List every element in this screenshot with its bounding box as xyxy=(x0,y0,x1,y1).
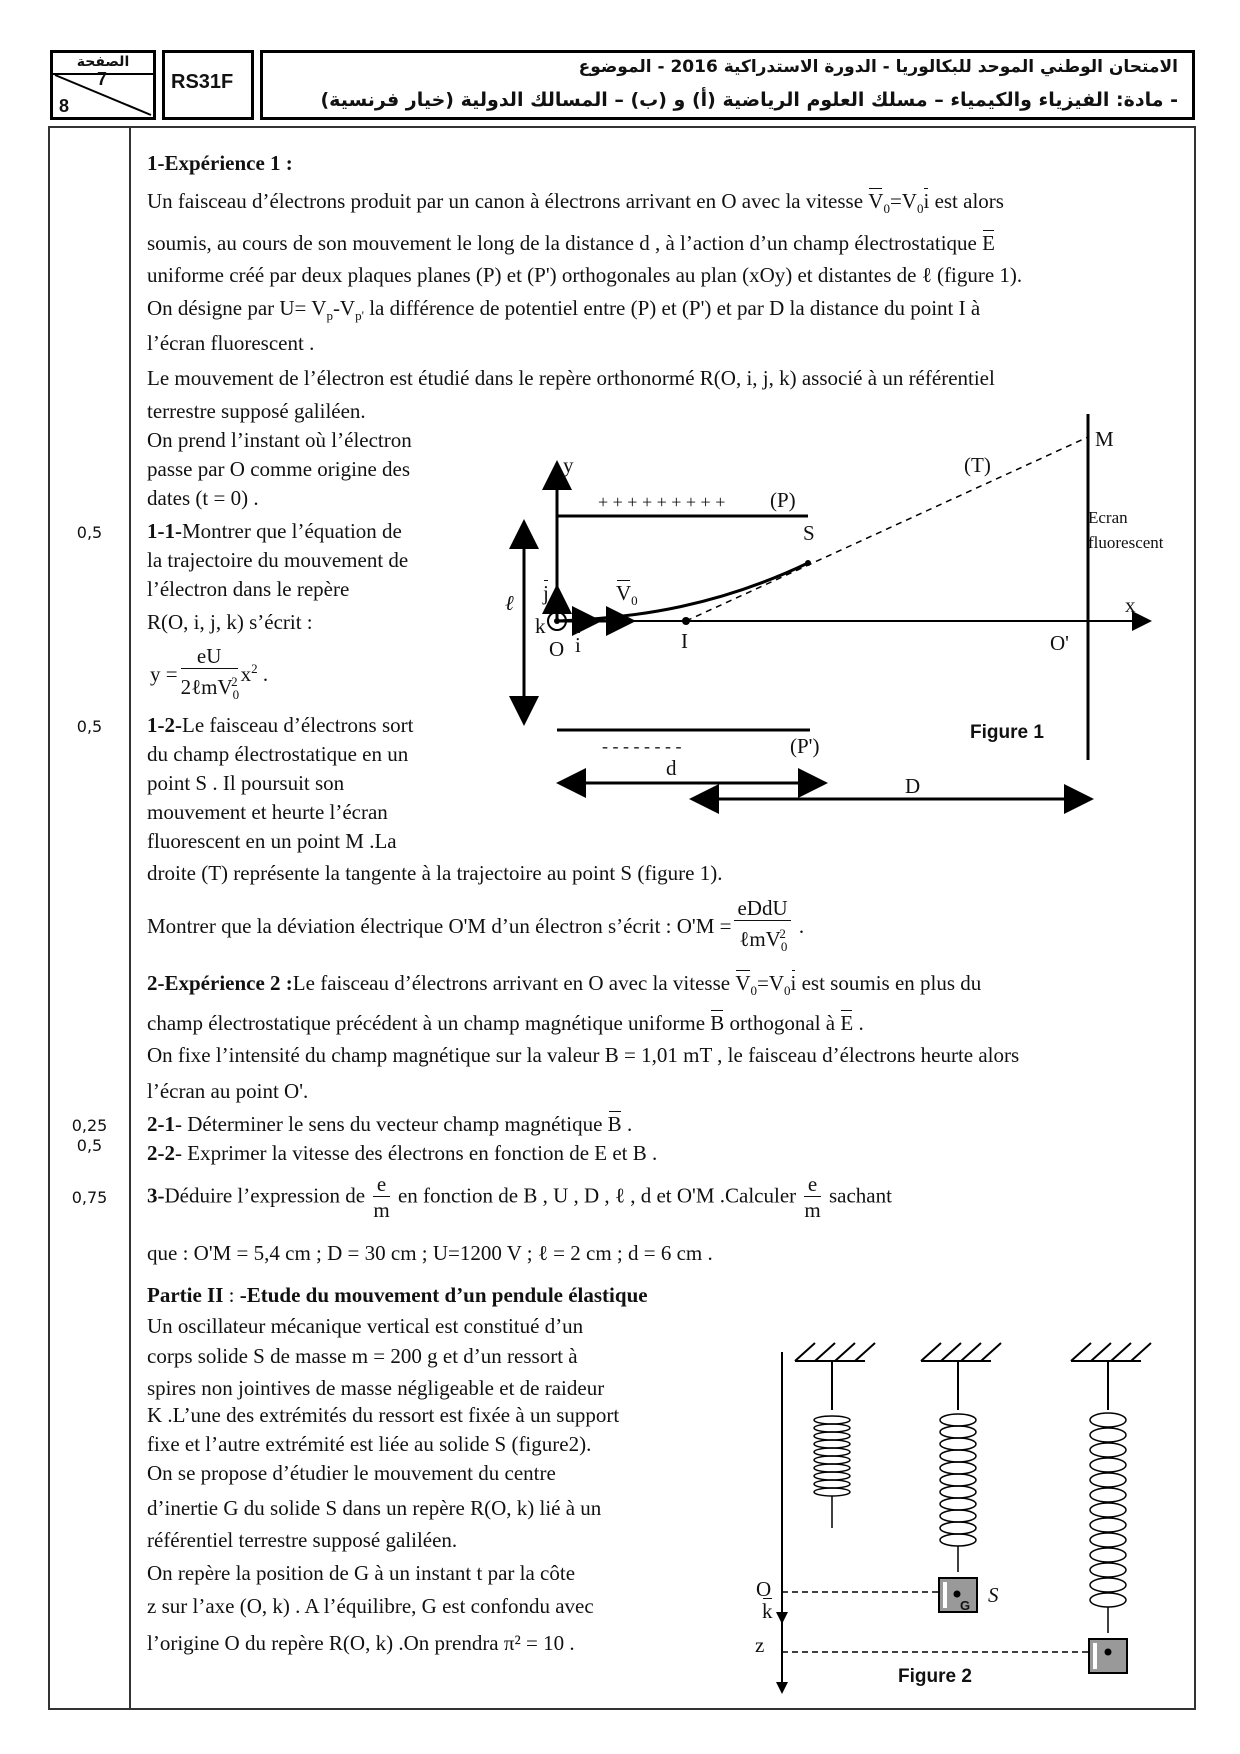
fig1-screen-label-1: Ecran xyxy=(1088,508,1128,527)
fig1-point-m: M xyxy=(1095,427,1114,451)
page-label: الصفحة xyxy=(53,53,153,75)
fig1-axis-y: y xyxy=(563,453,574,477)
points-q2-1: 0,25 xyxy=(71,1116,108,1135)
paragraph-line: champ électrostatique précédent à un champ magnétique uniforme B orthogonal à E . xyxy=(147,1011,864,1035)
question-line: du champ électrostatique en un xyxy=(147,742,409,766)
exp1-title: 1-Expérience 1 : xyxy=(147,151,293,175)
left-col-line: dates (t = 0) . xyxy=(147,486,259,510)
fig1-axis-x: x xyxy=(1125,593,1136,617)
part2-line: K .L’une des extrémités du ressort est fixée à un support xyxy=(147,1403,620,1427)
exam-code: RS31F xyxy=(171,71,234,93)
part2-line: référentiel terrestre supposé galiléen. xyxy=(147,1528,458,1552)
fig1-vec-k: k xyxy=(535,614,546,638)
question-3: 3-Déduire l’expression de $\frac{e}{m}$ en fonction de B , U , D , ℓ , d et O'M .Calculer $\frac{e}{m}$ sachant xyxy=(147,1172,892,1222)
fig1-screen-label-2: fluorescent xyxy=(1088,533,1164,552)
paragraph-line: uniforme créé par deux plaques planes (P) et (P') orthogonales au plan (xOy) et distantes de ℓ (figure 1). xyxy=(147,263,1023,287)
fig2-axis-z: z xyxy=(755,1633,765,1657)
part2-line: fixe et l’autre extrémité est liée au solide S (figure2). xyxy=(147,1432,592,1456)
exp2-line: 2-Expérience 2 :Le faisceau d’électrons arrivant en O avec la vitesse $V_0=V_0i$ est soumis en plus du xyxy=(147,971,982,999)
part2-title: Partie II : -Etude du mouvement d’un pendule élastique xyxy=(147,1283,648,1307)
question-line: R(O, i, j, k) s’écrit : xyxy=(147,610,313,634)
question-2-1: 2-1- Déterminer le sens du vecteur champ magnétique B . xyxy=(147,1112,633,1136)
part2-line: d’inertie G du solide S dans un repère R(O, k) lié à un xyxy=(147,1496,602,1520)
points-q1-2: 0,5 xyxy=(76,717,103,736)
part2-line: z sur l’axe (O, k) . A l’équilibre, G est confondu avec xyxy=(147,1594,594,1618)
fig2-solid-s: S xyxy=(988,1583,999,1607)
fig1-plate-p-prime: (P') xyxy=(790,734,820,758)
fig1-tangent: (T) xyxy=(964,453,991,477)
paragraph-line: Le mouvement de l’électron est étudié dans le repère orthonormé R(O, i, j, k) associé à un référentiel xyxy=(147,366,995,390)
fig1-vec-i: i xyxy=(575,633,581,657)
fig1-minus-signs: - - - - - - - - xyxy=(602,736,682,756)
page-current: 7 xyxy=(97,69,108,89)
points-q3: 0,75 xyxy=(71,1188,108,1207)
points-q1-1: 0,5 xyxy=(76,523,103,542)
fig1-point-i: I xyxy=(681,629,688,653)
left-col-line: On prend l’instant où l’électron xyxy=(147,428,412,452)
paragraph-line: Un faisceau d’électrons produit par un canon à électrons arrivant en O avec la vitesse $V_0=V_0i$ est alors xyxy=(147,189,1004,217)
paragraph-line: On fixe l’intensité du champ magnétique sur la valeur B = 1,01 mT , le faisceau d’électrons heurte alors xyxy=(147,1043,1020,1067)
question-line: mouvement et heurte l’écran xyxy=(147,800,388,824)
question-1-2: 1-2-Le faisceau d’électrons sort xyxy=(147,713,414,737)
exam-title-line1: الامتحان الوطني الموحد للبكالوريا - الدورة الاستدراكية 2016 - الموضوع xyxy=(578,57,1178,77)
paragraph-line: soumis, au cours de son mouvement le long de la distance d , à l’action d’un champ électrostatique E xyxy=(147,231,995,255)
fig2-label: Figure 2 xyxy=(898,1666,972,1687)
paragraph-line: l’écran fluorescent . xyxy=(147,331,315,355)
page-total: 8 xyxy=(59,96,70,116)
part2-line: Un oscillateur mécanique vertical est constitué d’un xyxy=(147,1314,584,1338)
fig1-point-o: O xyxy=(549,637,565,661)
fig1-ell: ℓ xyxy=(505,591,514,615)
fig1-point-s: S xyxy=(803,521,815,545)
fig1-plus-signs: + + + + + + + + + xyxy=(598,492,726,512)
part2-line: On se propose d’étudier le mouvement du centre xyxy=(147,1461,556,1485)
question-line: la trajectoire du mouvement de xyxy=(147,548,409,572)
points-q2-2: 0,5 xyxy=(76,1136,103,1155)
question-1-1: 1-1-Montrer que l’équation de xyxy=(147,519,402,543)
fig1-v0: $V_0$ xyxy=(616,581,638,609)
fig1-dist-D: D xyxy=(905,774,921,798)
question-2-2: 2-2- Exprimer la vitesse des électrons en fonction de E et B . xyxy=(147,1141,658,1165)
fig1-point-o-prime: O' xyxy=(1050,631,1069,655)
part2-line: spires non jointives de masse négligeable et de raideur xyxy=(147,1376,605,1400)
paragraph-line: l’écran au point O'. xyxy=(147,1079,309,1103)
deviation-equation: Montrer que la déviation électrique O'M d’un électron s’écrit : O'M = $\frac{\text{eDdU}}{\ell mV_0^2}$ . xyxy=(147,896,805,955)
question-3-data: que : O'M = 5,4 cm ; D = 30 cm ; U=1200 V ; ℓ = 2 cm ; d = 6 cm . xyxy=(147,1241,713,1265)
part2-line: corps solide S de masse m = 200 g et d’un ressort à xyxy=(147,1344,578,1368)
question-line: point S . Il poursuit son xyxy=(147,771,345,795)
trajectory-equation: y = $\frac{eU}{2\ell mV_0^2}$ $x^2$ . xyxy=(150,644,269,703)
part2-line: l’origine O du repère R(O, k) .On prendra π² = 10 . xyxy=(147,1631,575,1655)
fig2-center-g: G xyxy=(960,1598,971,1613)
left-col-line: passe par O comme origine des xyxy=(147,457,411,481)
question-line: droite (T) représente la tangente à la trajectoire au point S (figure 1). xyxy=(147,861,723,885)
exam-title-line2: - مادة: الفيزياء والكيمياء – مسلك العلوم الرياضية (أ) و (ب) – المسالك الدولية (خيار فرنسية) xyxy=(320,89,1178,111)
part2-line: On repère la position de G à un instant t par la côte xyxy=(147,1561,576,1585)
fig2-axis-k: k xyxy=(762,1599,773,1623)
question-line: l’électron dans le repère xyxy=(147,577,350,601)
paragraph-line: On désigne par $U= V_p-V_{p'}$ la différence de potentiel entre (P) et (P') et par D la distance du point I à xyxy=(147,296,981,324)
paragraph-line: terrestre supposé galiléen. xyxy=(147,399,366,423)
fig2-axis-o: O xyxy=(756,1577,772,1601)
question-line: fluorescent en un point M .La xyxy=(147,829,397,853)
fig1-plate-p: (P) xyxy=(770,488,796,512)
fig1-dist-d: d xyxy=(666,756,677,780)
fig1-label: Figure 1 xyxy=(970,722,1044,743)
fig1-vec-j: j xyxy=(543,581,549,605)
